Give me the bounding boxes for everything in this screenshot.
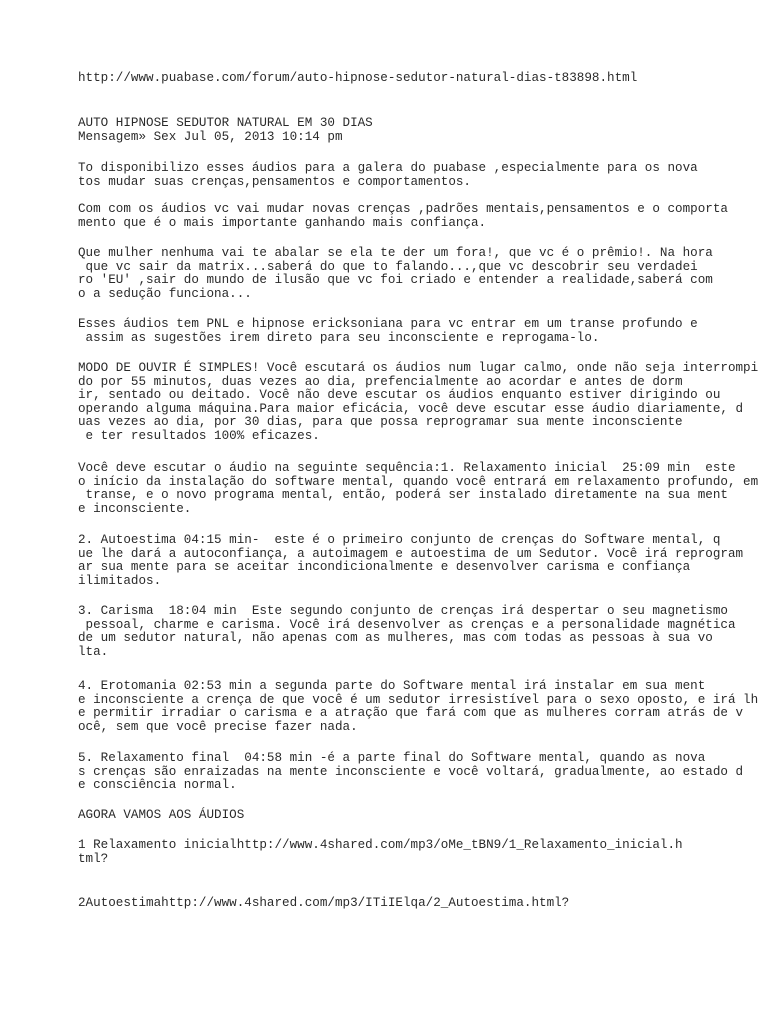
post-meta: Mensagem» Sex Jul 05, 2013 10:14 pm bbox=[78, 130, 343, 144]
paragraph: 2. Autoestima 04:15 min- este é o primeiro conjunto de crenças do Software mental, q ue lhe dará a autoconfiança, a autoimagem e autoestima de um Sedutor. Você irá reprogram ar sua mente para se aceitar incondicionalmente e desenvolver carisma e confiança ilimitados. bbox=[78, 533, 744, 588]
post-title: AUTO HIPNOSE SEDUTOR NATURAL EM 30 DIAS bbox=[78, 116, 373, 130]
section-heading: AGORA VAMOS AOS ÁUDIOS bbox=[78, 808, 245, 822]
paragraph: 3. Carisma 18:04 min Este segundo conjunto de crenças irá despertar o seu magnetismo pessoal, charme e carisma. Você irá desenvolver as crenças e a personalidade magnética de um sedutor natural, não apenas com as mulheres, mas com todas as pessoas à sua vo lta. bbox=[78, 604, 736, 659]
audio-link-2: 2Autoestimahttp://www.4shared.com/mp3/ITiIElqa/2_Autoestima.html? bbox=[78, 896, 570, 910]
paragraph: Esses áudios tem PNL e hipnose ericksoniana para vc entrar em um transe profundo e assim as sugestões irem direto para seu inconsciente e reprogama-lo. bbox=[78, 317, 698, 345]
paragraph: Você deve escutar o áudio na seguinte sequência:1. Relaxamento inicial 25:09 min este o início da instalação do software mental, quando você entrará em relaxamento profundo, em transe, e o novo programa mental, então, poderá ser instalado diretamente na sua ment e inconsciente. bbox=[78, 461, 759, 516]
paragraph: 4. Erotomania 02:53 min a segunda parte do Software mental irá instalar em sua ment e inconsciente a crença de que você é um sedutor irresistível para o sexo oposto, e irá lh e permitir irradiar o carisma e a atração que fará com que as mulheres corram atrás de v ocê, sem que você precise fazer nada. bbox=[78, 679, 759, 734]
paragraph: MODO DE OUVIR É SIMPLES! Você escutará os áudios num lugar calmo, onde não seja interrompi do por 55 minutos, duas vezes ao dia, prefencialmente ao acordar e antes de dorm ir, sentado ou deitado. Você não deve escutar os áudios enquanto estiver dirigindo ou operando alguma máquina.Para maior eficácia, você deve escutar esse áudio diariamente, d uas vezes ao dia, por 30 dias, para que possa reprogramar sua mente inconsciente e ter resultados 100% eficazes. bbox=[78, 361, 759, 443]
paragraph: To disponibilizo esses áudios para a galera do puabase ,especialmente para os nova tos mudar suas crenças,pensamentos e comportamentos. bbox=[78, 161, 698, 189]
paragraph: Que mulher nenhuma vai te abalar se ela te der um fora!, que vc é o prêmio!. Na hora que vc sair da matrix...saberá do que to falando...,que vc descobrir seu verdadei ro 'EU' ,sair do mundo de ilusão que vc foi criado e entender a realidade,saberá com o a sedução funciona... bbox=[78, 246, 713, 301]
source-url-line: http://www.puabase.com/forum/auto-hipnose-sedutor-natural-dias-t83898.html bbox=[78, 71, 638, 85]
audio-link-1: 1 Relaxamento inicialhttp://www.4shared.com/mp3/oMe_tBN9/1_Relaxamento_inicial.h tml? bbox=[78, 838, 683, 866]
paragraph: Com com os áudios vc vai mudar novas crenças ,padrões mentais,pensamentos e o comporta mento que é o mais importante ganhando mais confiança. bbox=[78, 202, 728, 230]
paragraph: 5. Relaxamento final 04:58 min -é a parte final do Software mental, quando as nova s crenças são enraizadas na mente inconsciente e você voltará, gradualmente, ao estado d e consciência normal. bbox=[78, 751, 744, 793]
